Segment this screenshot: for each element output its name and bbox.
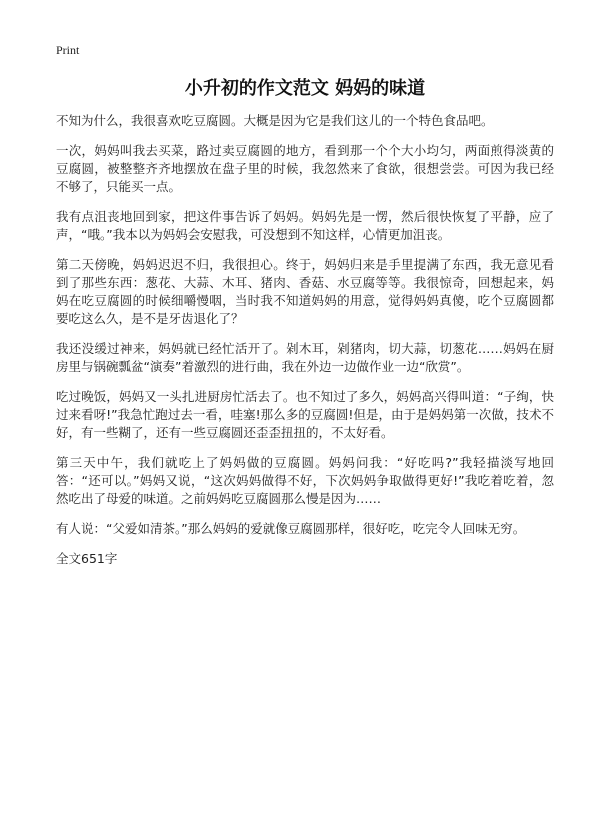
paragraph: 有人说：“父爱如清茶。”那么妈妈的爱就像豆腐圆那样，很好吃，吃完令人回味无穷。 [56, 521, 526, 536]
article-title: 小升初的作文范文 妈妈的味道 [184, 78, 426, 99]
paragraph: 我有点沮丧地回到家，把这件事告诉了妈妈。妈妈先是一愣，然后很快恢复了平静，应了声，“哦。”我本以为妈妈会安慰我，可没想到不知这样，心情更加沮丧。 [56, 209, 554, 242]
article-body [56, 112, 554, 538]
word-count: 全文651字 [56, 551, 118, 566]
paragraph: 第三天中午，我们就吃上了妈妈做的豆腐圆。妈妈问我：“好吃吗?”我轻描淡写地回答：“还可以。”妈妈又说，“这次妈妈做得不好，下次妈妈争取做得更好!”我吃着吃着，忽然吃出了母爱的味道。之前妈妈吃豆腐圆那么慢是因为…… [56, 455, 554, 506]
paragraph: 我还没缓过神来，妈妈就已经忙活开了。剁木耳，剁猪肉，切大蒜，切葱花……妈妈在厨房里与锅碗瓢盆“演奏”着激烈的进行曲，我在外边一边做作业一边“欣赏”。 [56, 341, 554, 374]
paragraph: 不知为什么，我很喜欢吃豆腐圆。大概是因为它是我们这儿的一个特色食品吧。 [56, 113, 494, 128]
paragraph: 第二天傍晚，妈妈迟迟不归，我很担心。终于，妈妈归来是手里提满了东西，我无意见看到了那些东西：葱花、大蒜、木耳、猪肉、香菇、水豆腐等等。我很惊奇，回想起来，妈妈在吃豆腐圆的时候细嚼慢咽，当时我不知道妈妈的用意，觉得妈妈真傻，吃个豆腐圆都要吃这么久，是不是牙齿退化了？ [56, 257, 554, 326]
paragraph: 吃过晚饭，妈妈又一头扎进厨房忙活去了。也不知过了多久，妈妈高兴得叫道：“子绚，快过来看呀!”我急忙跑过去一看，哇塞!那么多的豆腐圆!但是，由于是妈妈第一次做，技术不好，有一些糊了，还有一些豆腐圆还歪歪扭扭的，不太好看。 [56, 389, 554, 440]
paragraph: 一次，妈妈叫我去买菜，路过卖豆腐圆的地方，看到那一个个大小均匀，两面煎得淡黄的豆腐圆，被整整齐齐地摆放在盘子里的时候，我忽然来了食欲，很想尝尝。可因为我已经不够了，只能买一点。 [56, 143, 554, 194]
print-link[interactable]: Print [56, 43, 80, 57]
